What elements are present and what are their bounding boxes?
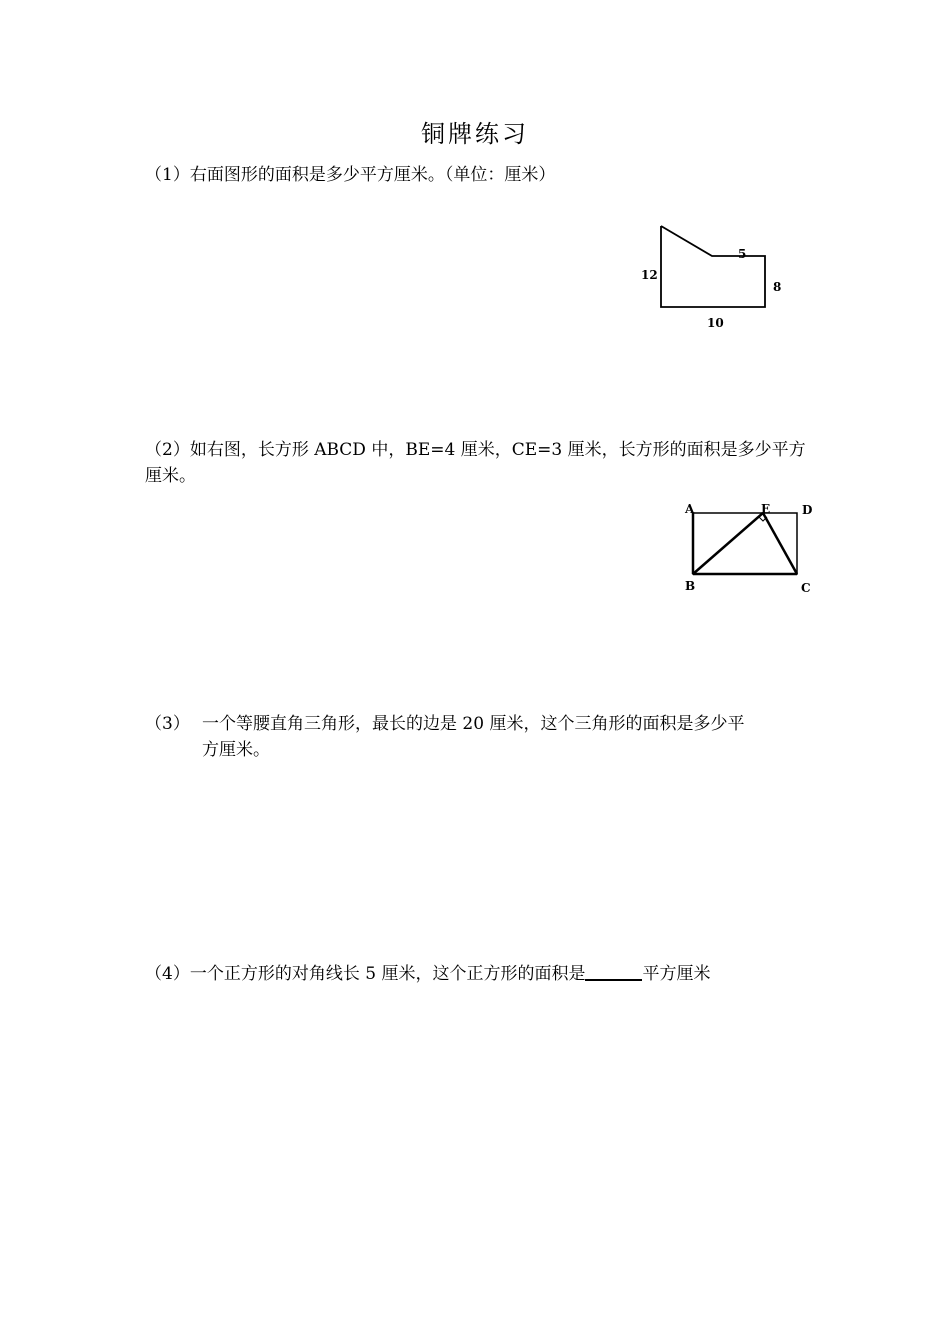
label-right: 8 [773, 280, 782, 294]
question-1: （1）右面图形的面积是多少平方厘米。（单位：厘米） [145, 165, 556, 185]
answer-blank[interactable] [585, 961, 642, 981]
question-4 [145, 961, 825, 987]
label-top-right: 5 [738, 247, 747, 261]
pentagon-outline [661, 226, 765, 307]
label-c: C [801, 581, 811, 595]
question-3-text: 一个等腰直角三角形，最长的边是 20 厘米，这个三角形的面积是多少平 [202, 714, 745, 734]
question-3-text-cont: 方厘米。 [202, 740, 270, 760]
label-bottom: 10 [707, 316, 724, 330]
figure-2-rectangle [680, 500, 820, 600]
question-4-text-before: （4）一个正方形的对角线长 5 厘米，这个正方形的面积是 [145, 964, 586, 984]
label-b: B [685, 579, 696, 593]
page-title: 铜牌练习 [421, 120, 529, 148]
label-d: D [802, 503, 813, 517]
segment-be [693, 513, 763, 574]
question-3 [145, 711, 815, 763]
label-e: E [761, 502, 771, 516]
question-3-number: （3） [145, 714, 190, 734]
label-left: 12 [641, 268, 658, 282]
segment-ce [763, 513, 797, 574]
question-4-text-after: 平方厘米 [642, 964, 711, 984]
label-a: A [685, 502, 695, 516]
question-2: （2）如右图，长方形 ABCD 中，BE=4 厘米，CE=3 厘米，长方形的面积是多少平方厘米。 [145, 440, 806, 486]
figure-1-pentagon [630, 218, 790, 336]
